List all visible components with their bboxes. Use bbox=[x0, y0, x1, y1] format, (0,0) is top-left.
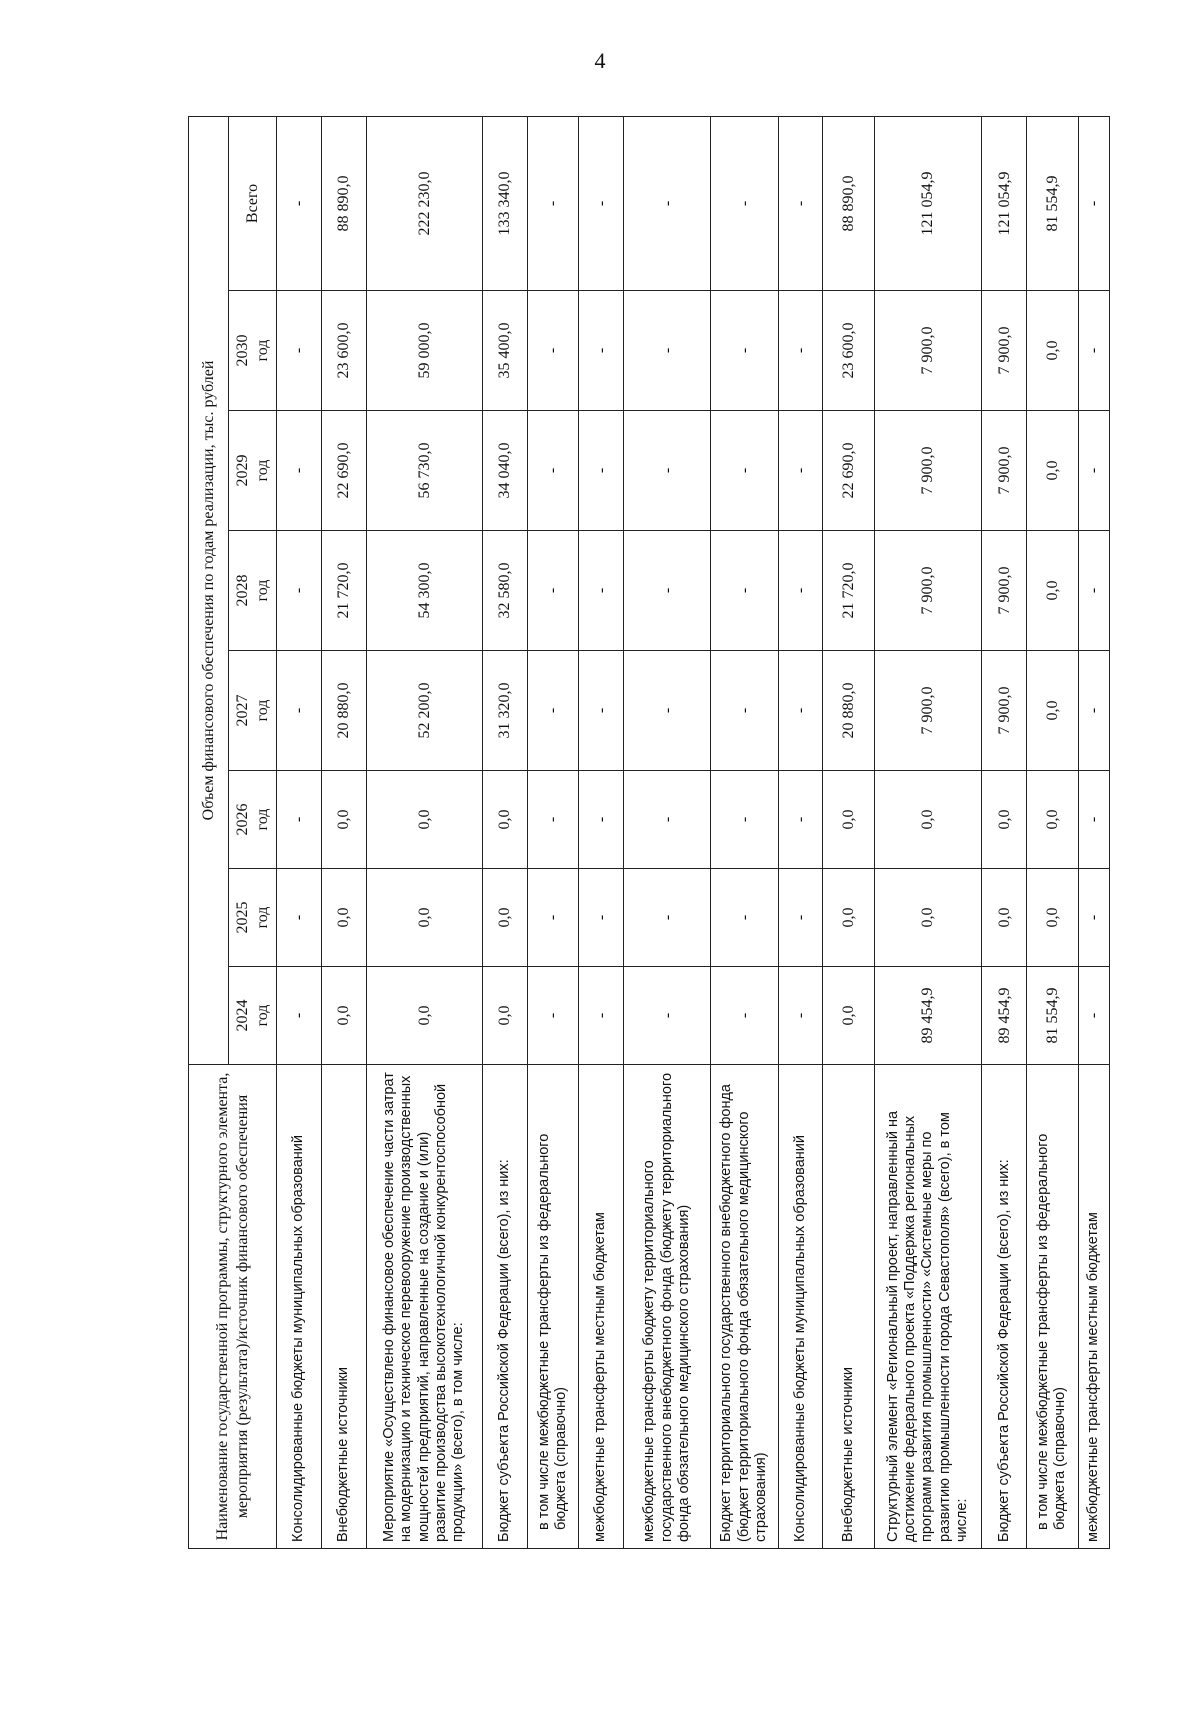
row-value-cell: 0,0 bbox=[982, 771, 1027, 869]
row-value-cell: 7 900,0 bbox=[982, 291, 1027, 411]
row-value-cell: - bbox=[277, 869, 322, 967]
row-value-cell: - bbox=[778, 291, 823, 411]
row-value-cell: 54 300,0 bbox=[366, 531, 482, 651]
row-value-cell: - bbox=[624, 651, 711, 771]
row-label: в том числе межбюджетные трансферты из федерального бюджета (справочно) bbox=[527, 1065, 579, 1549]
header-year: 2028 год bbox=[229, 531, 277, 651]
row-value-cell: - bbox=[778, 651, 823, 771]
row-value-cell: - bbox=[778, 967, 823, 1065]
row-label: Структурный элемент «Региональный проект, направленный на достижение федерального проекта «Поддержка региональных программ развития промышленности» «Системные меры по развитию промышленности города Севастополя» (всего), в том числе: bbox=[874, 1065, 981, 1549]
row-value-cell: - bbox=[778, 531, 823, 651]
row-label: Бюджет субъекта Российской Федерации (всего), из них: bbox=[982, 1065, 1027, 1549]
header-year: 2025 год bbox=[229, 869, 277, 967]
row-value-cell: 0,0 bbox=[1027, 291, 1079, 411]
row-value-cell: 7 900,0 bbox=[874, 411, 981, 531]
row-value-cell: 89 454,9 bbox=[982, 967, 1027, 1065]
row-value-cell: 0,0 bbox=[823, 967, 875, 1065]
row-label: в том числе межбюджетные трансферты из федерального бюджета (справочно) bbox=[1027, 1065, 1079, 1549]
row-value-cell: 23 600,0 bbox=[321, 291, 366, 411]
row-value-cell: - bbox=[579, 291, 624, 411]
row-value-cell: 0,0 bbox=[874, 771, 981, 869]
row-total-cell: 88 890,0 bbox=[321, 116, 366, 290]
row-value-cell: - bbox=[527, 531, 579, 651]
row-value-cell: - bbox=[624, 291, 711, 411]
row-value-cell: 32 580,0 bbox=[483, 531, 528, 651]
row-value-cell: - bbox=[711, 967, 778, 1065]
table-row bbox=[483, 116, 528, 1548]
row-label: Консолидированные бюджеты муниципальных образований bbox=[277, 1065, 322, 1549]
row-value-cell: - bbox=[624, 531, 711, 651]
row-value-cell: - bbox=[277, 771, 322, 869]
row-total-cell: - bbox=[778, 116, 823, 290]
table-row bbox=[874, 116, 981, 1548]
row-label: Внебюджетные источники bbox=[823, 1065, 875, 1549]
row-value-cell: - bbox=[579, 771, 624, 869]
row-value-cell: 20 880,0 bbox=[321, 651, 366, 771]
row-value-cell: - bbox=[277, 411, 322, 531]
row-value-cell: - bbox=[624, 771, 711, 869]
row-value-cell: - bbox=[1078, 771, 1109, 869]
row-value-cell: 7 900,0 bbox=[982, 531, 1027, 651]
table-row bbox=[321, 116, 366, 1548]
row-label: межбюджетные трансферты местным бюджетам bbox=[579, 1065, 624, 1549]
row-total-cell: 81 554,9 bbox=[1027, 116, 1079, 290]
row-value-cell: 7 900,0 bbox=[874, 531, 981, 651]
table-row bbox=[624, 116, 711, 1548]
header-year: 2030 год bbox=[229, 291, 277, 411]
row-value-cell: - bbox=[778, 411, 823, 531]
row-total-cell: - bbox=[527, 116, 579, 290]
row-value-cell: 0,0 bbox=[874, 869, 981, 967]
row-total-cell: 88 890,0 bbox=[823, 116, 875, 290]
row-value-cell: 22 690,0 bbox=[321, 411, 366, 531]
row-value-cell: 7 900,0 bbox=[874, 291, 981, 411]
row-value-cell: - bbox=[527, 967, 579, 1065]
row-value-cell: 0,0 bbox=[823, 869, 875, 967]
row-value-cell: - bbox=[527, 869, 579, 967]
row-total-cell: 133 340,0 bbox=[483, 116, 528, 290]
table-row bbox=[711, 116, 778, 1548]
row-value-cell: - bbox=[1078, 967, 1109, 1065]
row-value-cell: 31 320,0 bbox=[483, 651, 528, 771]
row-value-cell: - bbox=[624, 967, 711, 1065]
row-total-cell: - bbox=[624, 116, 711, 290]
row-value-cell: - bbox=[579, 531, 624, 651]
row-label: Бюджет территориального государственного внебюджетного фонда (бюджет территориального фонда обязательного медицинского страхования) bbox=[711, 1065, 778, 1549]
row-value-cell: 21 720,0 bbox=[823, 531, 875, 651]
row-value-cell: - bbox=[579, 869, 624, 967]
row-value-cell: - bbox=[277, 531, 322, 651]
row-value-cell: 59 000,0 bbox=[366, 291, 482, 411]
row-value-cell: - bbox=[527, 291, 579, 411]
row-value-cell: - bbox=[579, 967, 624, 1065]
row-total-cell: 121 054,9 bbox=[982, 116, 1027, 290]
table-row bbox=[1078, 116, 1109, 1548]
row-value-cell: 0,0 bbox=[1027, 531, 1079, 651]
table-row bbox=[778, 116, 823, 1548]
row-value-cell: 7 900,0 bbox=[982, 651, 1027, 771]
header-volume-group: Объем финансового обеспечения по годам реализации, тыс. рублей bbox=[189, 116, 229, 1064]
table-body bbox=[277, 116, 1110, 1548]
row-value-cell: 0,0 bbox=[321, 869, 366, 967]
row-value-cell: - bbox=[1078, 411, 1109, 531]
row-value-cell: 21 720,0 bbox=[321, 531, 366, 651]
row-value-cell: 34 040,0 bbox=[483, 411, 528, 531]
row-value-cell: - bbox=[711, 411, 778, 531]
row-label: Консолидированные бюджеты муниципальных образований bbox=[778, 1065, 823, 1549]
row-total-cell: 121 054,9 bbox=[874, 116, 981, 290]
row-value-cell: 0,0 bbox=[483, 967, 528, 1065]
table-row bbox=[982, 116, 1027, 1548]
row-value-cell: - bbox=[711, 869, 778, 967]
table-row bbox=[366, 116, 482, 1548]
row-value-cell: - bbox=[778, 771, 823, 869]
row-value-cell: - bbox=[527, 771, 579, 869]
row-value-cell: - bbox=[711, 771, 778, 869]
finance-table-rotated bbox=[188, 117, 1110, 1549]
row-value-cell: - bbox=[527, 411, 579, 531]
row-value-cell: 0,0 bbox=[483, 771, 528, 869]
header-name-column: Наименование государственной программы, структурного элемента, мероприятия (результата)/источник финансового обеспечения bbox=[189, 1065, 277, 1549]
table-row bbox=[277, 116, 322, 1548]
row-value-cell: 7 900,0 bbox=[874, 651, 981, 771]
row-value-cell: 20 880,0 bbox=[823, 651, 875, 771]
row-value-cell: 35 400,0 bbox=[483, 291, 528, 411]
row-value-cell: 0,0 bbox=[321, 967, 366, 1065]
row-label: межбюджетные трансферты бюджету территориального государственного внебюджетного фонда (бюджету территориального фонда обязательного медицинского страхования) bbox=[624, 1065, 711, 1549]
row-value-cell: 0,0 bbox=[366, 967, 482, 1065]
row-value-cell: 22 690,0 bbox=[823, 411, 875, 531]
row-label: Внебюджетные источники bbox=[321, 1065, 366, 1549]
row-value-cell: 0,0 bbox=[1027, 651, 1079, 771]
table-row bbox=[579, 116, 624, 1548]
table-row bbox=[823, 116, 875, 1548]
row-value-cell: - bbox=[624, 869, 711, 967]
row-total-cell: 222 230,0 bbox=[366, 116, 482, 290]
row-value-cell: 0,0 bbox=[823, 771, 875, 869]
row-value-cell: - bbox=[1078, 869, 1109, 967]
row-value-cell: 0,0 bbox=[982, 869, 1027, 967]
row-value-cell: - bbox=[778, 869, 823, 967]
row-value-cell: 0,0 bbox=[1027, 771, 1079, 869]
row-value-cell: 81 554,9 bbox=[1027, 967, 1079, 1065]
header-year: 2026 год bbox=[229, 771, 277, 869]
table-row bbox=[1027, 116, 1079, 1548]
row-value-cell: - bbox=[711, 651, 778, 771]
table-row bbox=[527, 116, 579, 1548]
row-label: Бюджет субъекта Российской Федерации (всего), из них: bbox=[483, 1065, 528, 1549]
row-value-cell: - bbox=[1078, 531, 1109, 651]
row-value-cell: - bbox=[579, 651, 624, 771]
row-value-cell: 56 730,0 bbox=[366, 411, 482, 531]
row-value-cell: 89 454,9 bbox=[874, 967, 981, 1065]
row-total-cell: - bbox=[711, 116, 778, 290]
row-value-cell: 0,0 bbox=[1027, 411, 1079, 531]
row-total-cell: - bbox=[277, 116, 322, 290]
header-year: 2029 год bbox=[229, 411, 277, 531]
row-value-cell: - bbox=[579, 411, 624, 531]
row-value-cell: - bbox=[1078, 651, 1109, 771]
page-number: 4 bbox=[594, 48, 606, 73]
header-year: 2024 год bbox=[229, 967, 277, 1065]
row-value-cell: 0,0 bbox=[483, 869, 528, 967]
header-year: 2027 год bbox=[229, 651, 277, 771]
row-value-cell: 0,0 bbox=[366, 771, 482, 869]
row-label: межбюджетные трансферты местным бюджетам bbox=[1078, 1065, 1109, 1549]
row-value-cell: - bbox=[711, 291, 778, 411]
row-value-cell: - bbox=[527, 651, 579, 771]
row-value-cell: - bbox=[277, 967, 322, 1065]
finance-table bbox=[188, 116, 1110, 1549]
row-value-cell: 0,0 bbox=[1027, 869, 1079, 967]
row-value-cell: - bbox=[277, 291, 322, 411]
row-value-cell: - bbox=[624, 411, 711, 531]
row-total-cell: - bbox=[579, 116, 624, 290]
row-value-cell: 7 900,0 bbox=[982, 411, 1027, 531]
row-value-cell: - bbox=[711, 531, 778, 651]
row-label: Мероприятие «Осуществлено финансовое обеспечение части затрат на модернизацию и техническое перевооружение производственных мощностей предприятий, направленные на создание и (или) развитие производства высокотехнологичной конкурентоспособной продукции» (всего), в том числе: bbox=[366, 1065, 482, 1549]
row-total-cell: - bbox=[1078, 116, 1109, 290]
header-total: Всего bbox=[229, 116, 277, 290]
row-value-cell: 52 200,0 bbox=[366, 651, 482, 771]
row-value-cell: 23 600,0 bbox=[823, 291, 875, 411]
row-value-cell: 0,0 bbox=[366, 869, 482, 967]
row-value-cell: - bbox=[1078, 291, 1109, 411]
row-value-cell: - bbox=[277, 651, 322, 771]
row-value-cell: 0,0 bbox=[321, 771, 366, 869]
